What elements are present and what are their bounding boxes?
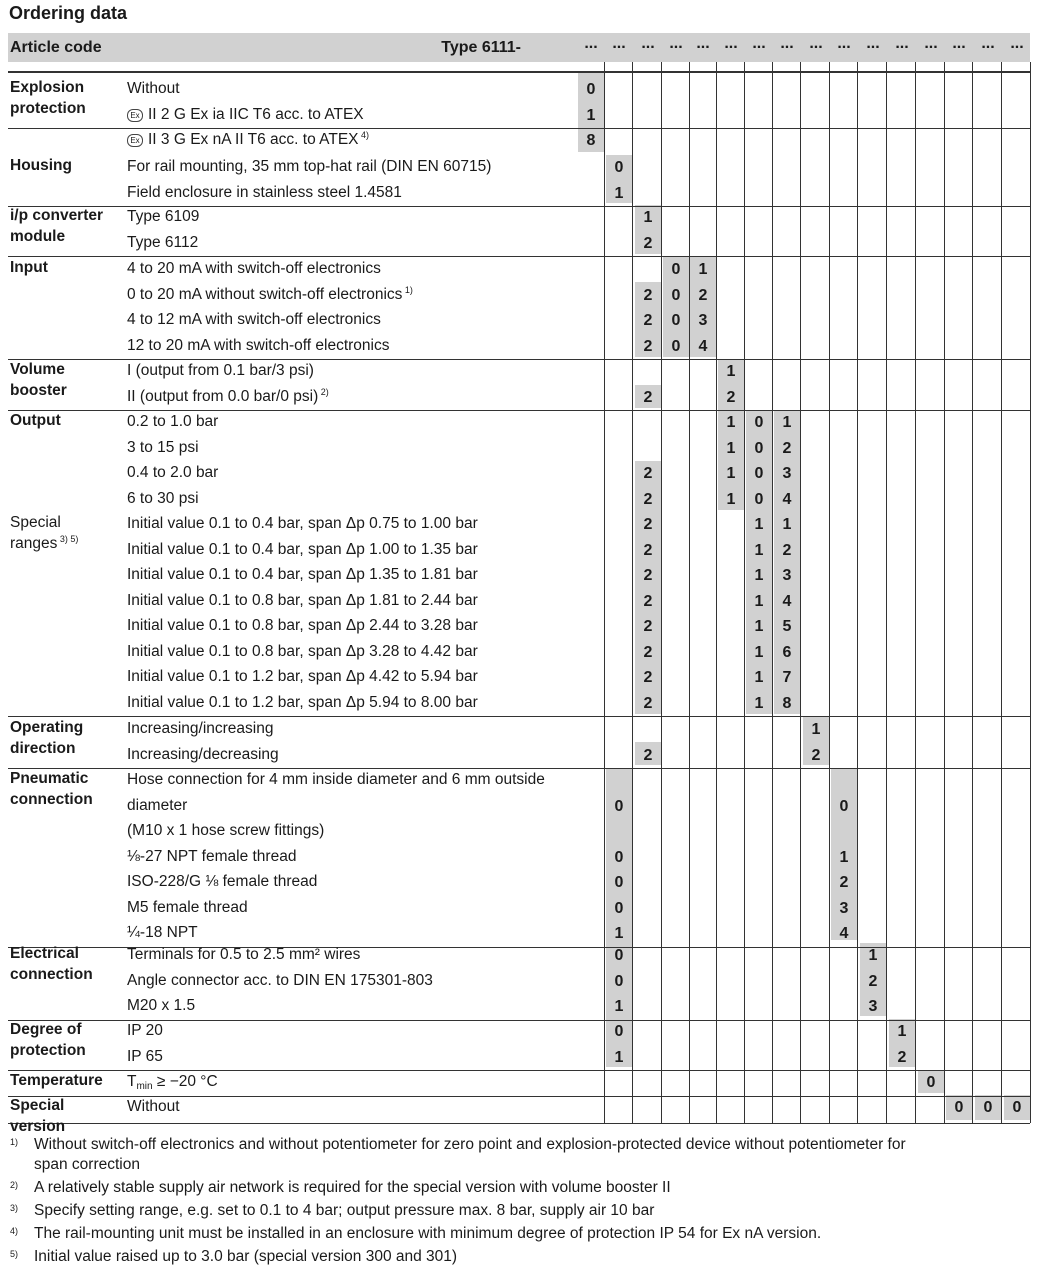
group-label: Volume booster bbox=[10, 361, 67, 399]
footnote-text: span correction bbox=[34, 1156, 140, 1173]
code-digit: 1 bbox=[868, 947, 878, 964]
footnote bbox=[10, 1201, 1030, 1221]
option-description bbox=[127, 513, 478, 534]
option-description bbox=[127, 232, 198, 253]
footnote-ref: 3) 5) bbox=[57, 534, 79, 544]
option-text: M5 female thread bbox=[127, 898, 248, 916]
column-guide bbox=[604, 62, 605, 1123]
code-digit: 4 bbox=[782, 592, 792, 610]
type-label: Type 6111- bbox=[441, 39, 521, 56]
code-digit: 0 bbox=[614, 947, 624, 964]
code-digit: 1 bbox=[754, 669, 764, 686]
option-text: 4 to 20 mA with switch-off electronics bbox=[127, 260, 381, 277]
column-guide bbox=[1001, 62, 1002, 1123]
footnote-text: The rail-mounting unit must be installed in an enclosure with minimum degree of protection IP 54 for Ex nA version. bbox=[34, 1225, 822, 1242]
option-text: Increasing/increasing bbox=[127, 720, 274, 737]
option-text: T bbox=[127, 1073, 137, 1090]
code-digit: 1 bbox=[726, 439, 736, 457]
header-rule bbox=[8, 62, 1030, 63]
code-digit: 0 bbox=[754, 490, 764, 508]
code-digit: 0 bbox=[954, 1099, 964, 1116]
footnote bbox=[10, 1224, 1030, 1244]
option-text: Angle connector acc. to DIN EN 175301-803 bbox=[127, 971, 433, 989]
column-guide bbox=[716, 62, 717, 1123]
code-digit: 4 bbox=[782, 490, 792, 508]
option-description bbox=[127, 970, 433, 991]
column-guide bbox=[800, 62, 801, 1123]
code-digit: 0 bbox=[614, 874, 624, 891]
table-top-rule bbox=[8, 72, 1030, 73]
ex-atex-icon: Ex bbox=[127, 109, 143, 122]
footnote-text: Initial value raised up to 3.0 bar (special version 300 and 301) bbox=[34, 1248, 458, 1265]
option-text: Terminals for 0.5 to 2.5 mm² wires bbox=[127, 946, 361, 963]
group-label: Operating direction bbox=[10, 719, 84, 757]
code-digit: 2 bbox=[643, 490, 653, 508]
column-guide bbox=[744, 62, 745, 1123]
code-digit: 1 bbox=[782, 516, 792, 533]
option-text: Field enclosure in stainless steel 1.4581 bbox=[127, 183, 402, 201]
header-dots: ... bbox=[952, 35, 966, 52]
code-digit: 3 bbox=[782, 567, 792, 584]
group-label: Special version bbox=[10, 1097, 66, 1135]
code-digit: 1 bbox=[754, 567, 764, 584]
option-description bbox=[127, 944, 360, 965]
option-description bbox=[127, 78, 180, 99]
code-digit: 1 bbox=[754, 643, 764, 661]
code-digit: 0 bbox=[586, 81, 596, 98]
option-description bbox=[127, 360, 314, 381]
code-digit: 1 bbox=[586, 106, 596, 124]
option-description bbox=[127, 258, 381, 279]
code-digit: 2 bbox=[643, 643, 653, 661]
option-text: 0 to 20 mA without switch-off electronics bbox=[127, 285, 403, 303]
group-label: i/p converter module bbox=[10, 207, 104, 245]
option-description bbox=[127, 182, 402, 203]
option-description bbox=[127, 411, 218, 432]
footnote-text: Without switch-off electronics and without potentiometer for zero point and explosion-protected device without potentiometer for bbox=[34, 1136, 906, 1153]
header-dots: ... bbox=[809, 35, 823, 52]
option-text: 12 to 20 mA with switch-off electronics bbox=[127, 336, 390, 354]
option-description bbox=[127, 437, 199, 458]
code-digit: 8 bbox=[782, 694, 792, 712]
header-dots: ... bbox=[612, 35, 626, 52]
column-guide bbox=[944, 62, 945, 1123]
group-separator bbox=[8, 716, 1030, 717]
code-digit: 7 bbox=[782, 669, 792, 686]
header-dots: ... bbox=[866, 35, 880, 52]
code-digit: 2 bbox=[643, 567, 653, 584]
option-text: Initial value 0.1 to 0.8 bar, span Δp 1.81 to 2.44 bar bbox=[127, 591, 478, 609]
group-label: Output bbox=[10, 412, 61, 429]
footnote-number: 2) bbox=[10, 1180, 19, 1190]
code-digit: 0 bbox=[983, 1099, 993, 1116]
option-text: M20 x 1.5 bbox=[127, 997, 196, 1014]
option-text: ⅛-27 NPT female thread bbox=[127, 847, 297, 865]
option-text: Initial value 0.1 to 0.4 bar, span Δp 1.35 to 1.81 bar bbox=[127, 566, 478, 583]
column-guide bbox=[661, 62, 662, 1123]
group-label: Pneumatic connection bbox=[10, 770, 93, 808]
ex-atex-icon: Ex bbox=[127, 134, 143, 147]
code-digit: 0 bbox=[671, 261, 681, 278]
code-digit: 3 bbox=[698, 312, 708, 329]
code-digit: 2 bbox=[643, 592, 653, 610]
code-digit: 2 bbox=[643, 337, 653, 355]
special-ranges-text: Special ranges bbox=[10, 514, 61, 552]
option-description bbox=[127, 590, 478, 611]
code-digit: 3 bbox=[782, 465, 792, 482]
option-text: For rail mounting, 35 mm top-hat rail (DIN EN 60715) bbox=[127, 158, 492, 175]
option-text: II 3 G Ex nA II T6 acc. to ATEX bbox=[148, 131, 359, 148]
code-digit: 1 bbox=[726, 363, 736, 380]
header-dots: ... bbox=[895, 35, 909, 52]
option-text: Initial value 0.1 to 0.8 bar, span Δp 2.44 to 3.28 bar bbox=[127, 617, 478, 634]
code-digit: 0 bbox=[671, 286, 681, 304]
code-digit: 4 bbox=[839, 925, 849, 942]
column-guide bbox=[886, 62, 887, 1123]
code-digit: 1 bbox=[897, 1023, 907, 1040]
option-text: Type 6112 bbox=[127, 233, 199, 251]
code-digit: 6 bbox=[782, 643, 792, 661]
code-digit: 2 bbox=[643, 669, 653, 686]
header-dots: ... bbox=[981, 35, 995, 52]
footnote-number: 4) bbox=[10, 1226, 19, 1236]
option-description bbox=[127, 641, 478, 662]
option-description bbox=[127, 386, 329, 407]
option-description bbox=[127, 615, 478, 636]
code-digit: 0 bbox=[614, 1023, 624, 1040]
option-text: Initial value 0.1 to 0.4 bar, span Δp 1.00 to 1.35 bar bbox=[127, 540, 478, 558]
code-digit: 1 bbox=[754, 694, 764, 712]
code-digit: 0 bbox=[614, 899, 624, 917]
option-text: Without bbox=[127, 80, 180, 97]
option-text: II 2 G Ex ia IIC T6 acc. to ATEX bbox=[148, 105, 364, 123]
option-description bbox=[127, 488, 199, 509]
option-description bbox=[127, 692, 478, 713]
code-digit: 1 bbox=[698, 261, 708, 278]
option-text: Initial value 0.1 to 1.2 bar, span Δp 4.42 to 5.94 bar bbox=[127, 668, 478, 685]
option-text: 0.2 to 1.0 bar bbox=[127, 413, 219, 430]
code-digit: 0 bbox=[671, 312, 681, 329]
group-label: Degree of protection bbox=[10, 1021, 86, 1059]
code-digit: 1 bbox=[754, 516, 764, 533]
header-dots: ... bbox=[924, 35, 938, 52]
option-description bbox=[127, 995, 195, 1016]
footnote-text: Specify setting range, e.g. set to 0.1 to 4 bar; output pressure max. 8 bar, supply air 10 bar bbox=[34, 1202, 655, 1219]
option-text: ¼-18 NPT bbox=[127, 924, 198, 941]
option-description bbox=[127, 335, 389, 356]
code-digit: 1 bbox=[754, 592, 764, 610]
option-description bbox=[127, 104, 364, 125]
option-description bbox=[127, 897, 248, 918]
code-digit: 3 bbox=[839, 899, 849, 917]
code-digit: 0 bbox=[671, 337, 681, 355]
code-digit: 5 bbox=[782, 618, 792, 635]
code-digit: 1 bbox=[754, 618, 764, 635]
header-dots: ... bbox=[584, 35, 598, 52]
code-digit: 2 bbox=[643, 465, 653, 482]
code-digit: 2 bbox=[897, 1048, 907, 1066]
code-digit: 4 bbox=[698, 337, 708, 355]
option-description bbox=[127, 564, 478, 585]
code-digit: 1 bbox=[726, 414, 736, 431]
header-dots: ... bbox=[752, 35, 766, 52]
column-guide bbox=[1030, 62, 1031, 1123]
code-digit: 0 bbox=[754, 439, 764, 457]
option-description bbox=[127, 1020, 163, 1041]
code-digit: 2 bbox=[643, 746, 653, 764]
code-digit: 0 bbox=[614, 848, 624, 866]
header-dots: ... bbox=[669, 35, 683, 52]
option-description bbox=[127, 1096, 180, 1117]
code-digit: 2 bbox=[643, 618, 653, 635]
code-digit: 0 bbox=[926, 1074, 936, 1091]
code-digit: 1 bbox=[614, 184, 624, 202]
column-guide bbox=[689, 62, 690, 1123]
code-digit: 0 bbox=[1012, 1099, 1022, 1116]
footnote bbox=[10, 1178, 1030, 1198]
code-digit: 0 bbox=[614, 797, 624, 815]
option-text: Initial value 0.1 to 1.2 bar, span Δp 5.94 to 8.00 bar bbox=[127, 693, 478, 711]
code-digit: 2 bbox=[868, 972, 878, 990]
code-digit: 2 bbox=[782, 541, 792, 559]
option-description bbox=[127, 744, 279, 765]
option-text: II (output from 0.0 bar/0 psi) bbox=[127, 387, 319, 405]
option-description bbox=[127, 309, 381, 330]
code-digit: 0 bbox=[614, 972, 624, 990]
option-text: Type 6109 bbox=[127, 208, 200, 225]
group-label: Explosion protection bbox=[10, 79, 86, 117]
option-description bbox=[127, 1071, 218, 1092]
column-guide bbox=[972, 62, 973, 1123]
code-digit: 1 bbox=[811, 721, 821, 738]
header-dots: ... bbox=[724, 35, 738, 52]
code-digit: 2 bbox=[643, 234, 653, 252]
code-digit: 1 bbox=[643, 209, 653, 226]
code-digit: 2 bbox=[643, 312, 653, 329]
code-digit: 0 bbox=[754, 414, 764, 431]
code-digit: 3 bbox=[868, 998, 878, 1015]
option-description bbox=[127, 820, 324, 841]
code-digit: 1 bbox=[754, 541, 764, 559]
code-digit: 1 bbox=[782, 414, 792, 431]
header-dots: ... bbox=[641, 35, 655, 52]
code-digit: 0 bbox=[614, 159, 624, 176]
option-text: Without bbox=[127, 1098, 180, 1115]
code-digit: 2 bbox=[698, 286, 708, 304]
option-text: 6 to 30 psi bbox=[127, 489, 199, 507]
option-description bbox=[127, 156, 491, 177]
option-description bbox=[127, 129, 369, 150]
code-digit: 1 bbox=[614, 998, 624, 1015]
special-ranges-label bbox=[10, 512, 100, 554]
option-text: 0.4 to 2.0 bar bbox=[127, 464, 219, 481]
article-code-label: Article code bbox=[10, 39, 102, 56]
code-digit: 1 bbox=[726, 465, 736, 482]
group-label: Housing bbox=[10, 157, 72, 174]
subscript: min bbox=[136, 1081, 153, 1092]
footnote bbox=[10, 1247, 1030, 1267]
group-label: Temperature bbox=[10, 1072, 103, 1089]
code-digit: 2 bbox=[643, 286, 653, 304]
option-description bbox=[127, 666, 478, 687]
footnote-number: 1) bbox=[10, 1137, 19, 1147]
table-top-rule bbox=[8, 71, 1030, 72]
option-text: 4 to 12 mA with switch-off electronics bbox=[127, 311, 381, 328]
option-description bbox=[127, 284, 413, 305]
option-description bbox=[127, 871, 317, 892]
code-digit: 1 bbox=[726, 490, 736, 508]
code-digit: 1 bbox=[614, 1048, 624, 1066]
page-title: Ordering data bbox=[9, 3, 128, 23]
option-text: Initial value 0.1 to 0.4 bar, span Δp 0.75 to 1.00 bar bbox=[127, 515, 478, 532]
option-description bbox=[127, 769, 545, 790]
footnote-number: 3) bbox=[10, 1203, 19, 1213]
option-text: I (output from 0.1 bar/3 psi) bbox=[127, 362, 314, 379]
code-digit: 2 bbox=[726, 388, 736, 406]
option-text: IP 65 bbox=[127, 1047, 163, 1065]
code-digit: 1 bbox=[839, 848, 849, 866]
code-digit: 0 bbox=[839, 797, 849, 815]
code-digit: 2 bbox=[643, 388, 653, 406]
footnote bbox=[10, 1135, 1030, 1175]
option-text: diameter bbox=[127, 796, 188, 814]
code-digit: 2 bbox=[782, 439, 792, 457]
option-text-after: ≥ −20 °C bbox=[152, 1073, 218, 1090]
code-digit: 8 bbox=[586, 132, 596, 149]
option-text: (M10 x 1 hose screw fittings) bbox=[127, 822, 325, 839]
column-guide bbox=[829, 62, 830, 1123]
footnote-number: 5) bbox=[10, 1249, 19, 1259]
option-description bbox=[127, 206, 199, 227]
option-text: 3 to 15 psi bbox=[127, 438, 199, 456]
option-text: Hose connection for 4 mm inside diameter and 6 mm outside bbox=[127, 771, 545, 788]
footnote-text: A relatively stable supply air network is required for the special version with volume booster II bbox=[34, 1179, 671, 1196]
footnote-ref: 4) bbox=[358, 130, 370, 140]
code-digit: 2 bbox=[839, 874, 849, 891]
code-digit: 2 bbox=[811, 746, 821, 764]
footnote-ref: 1) bbox=[402, 284, 413, 295]
code-digit: 1 bbox=[614, 925, 624, 942]
option-description bbox=[127, 1046, 163, 1067]
option-text: Increasing/decreasing bbox=[127, 745, 279, 763]
group-separator bbox=[8, 256, 1030, 257]
group-separator bbox=[8, 1123, 1030, 1124]
option-description bbox=[127, 922, 198, 943]
option-text: Initial value 0.1 to 0.8 bar, span Δp 3.28 to 4.42 bar bbox=[127, 642, 478, 660]
code-digit: 0 bbox=[754, 465, 764, 482]
option-description bbox=[127, 462, 218, 483]
header-dots: ... bbox=[780, 35, 794, 52]
header-dots: ... bbox=[1010, 35, 1024, 52]
group-label: Electrical connection bbox=[10, 945, 93, 983]
code-digit: 2 bbox=[643, 541, 653, 559]
column-guide bbox=[915, 62, 916, 1123]
footnote-ref: 2) bbox=[318, 386, 329, 397]
code-digit: 2 bbox=[643, 694, 653, 712]
option-description bbox=[127, 539, 478, 560]
code-digit: 2 bbox=[643, 516, 653, 533]
option-text: ISO-228/G ⅛ female thread bbox=[127, 873, 318, 890]
option-description bbox=[127, 718, 273, 739]
option-description bbox=[127, 846, 296, 867]
header-dots: ... bbox=[837, 35, 851, 52]
option-text: IP 20 bbox=[127, 1022, 163, 1039]
header-dots: ... bbox=[696, 35, 710, 52]
column-guide bbox=[857, 62, 858, 1123]
column-guide bbox=[772, 62, 773, 1123]
option-description bbox=[127, 795, 187, 816]
column-guide bbox=[632, 62, 633, 1123]
group-label: Input bbox=[10, 259, 48, 276]
